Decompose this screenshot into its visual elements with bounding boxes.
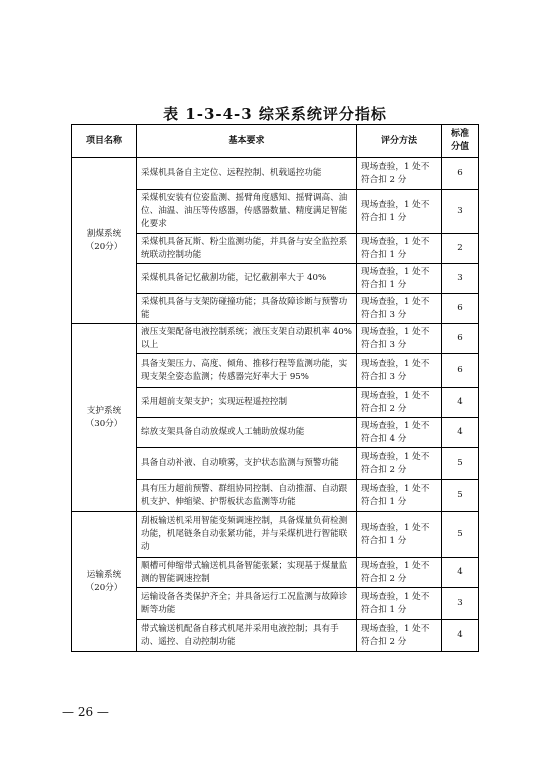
method-cell: 现场查验，1 处不符合扣 1 分 [357, 512, 442, 558]
table-row [72, 158, 479, 190]
method-cell: 现场查验，1 处不符合扣 1 分 [357, 480, 442, 512]
score-cell: 4 [442, 558, 479, 588]
score-cell: 4 [442, 418, 479, 448]
score-cell: 2 [442, 234, 479, 264]
requirement-cell: 采煤机具备瓦斯、粉尘监测功能，并具备与安全监控系统联动控制功能 [137, 234, 357, 264]
requirement-cell: 刮板输送机采用智能变频调速控制，具备煤量负荷检测功能，机尾链条自动张紧功能，并与采煤机进行智能联动 [137, 512, 357, 558]
score-cell: 3 [442, 264, 479, 294]
score-cell: 3 [442, 190, 479, 234]
requirement-cell: 带式输送机配备自移式机尾并采用电液控制；具有手动、遥控、自动控制功能 [137, 620, 357, 652]
score-cell: 3 [442, 588, 479, 620]
table-row [72, 512, 479, 558]
header-item: 项目名称 [72, 125, 137, 158]
score-cell: 4 [442, 388, 479, 418]
scoring-table [71, 124, 479, 652]
group-name: 割煤系统 （20分） [72, 158, 137, 324]
requirement-cell: 具有压力超前预警、群组协同控制、自动推溜、自动跟机支护、伸缩梁、护帮板状态监测等功能 [137, 480, 357, 512]
page-title: 表 1-3-4-3 综采系统评分指标 [163, 105, 387, 123]
header-method: 评分方法 [357, 125, 442, 158]
score-cell: 6 [442, 294, 479, 324]
requirement-cell: 采煤机具备与支架防碰撞功能；具备故障诊断与预警功能 [137, 294, 357, 324]
requirement-cell: 顺槽可伸缩带式输送机具备智能张紧；实现基于煤量监测的智能调速控制 [137, 558, 357, 588]
method-cell: 现场查验，1 处不符合扣 2 分 [357, 448, 442, 480]
group-name: 运输系统 （20分） [72, 512, 137, 652]
method-cell: 现场查验，1 处不符合扣 3 分 [357, 324, 442, 354]
header-requirement: 基本要求 [137, 125, 357, 158]
requirement-cell: 具备自动补液、自动喷雾，支护状态监测与预警功能 [137, 448, 357, 480]
score-cell: 5 [442, 480, 479, 512]
method-cell: 现场查验，1 处不符合扣 2 分 [357, 388, 442, 418]
method-cell: 现场查验，1 处不符合扣 3 分 [357, 354, 442, 388]
requirement-cell: 液压支架配备电液控制系统；液压支架自动跟机率 40%以上 [137, 324, 357, 354]
requirement-cell: 采用超前支架支护；实现远程遥控控制 [137, 388, 357, 418]
requirement-cell: 采煤机具备记忆截割功能，记忆截割率大于 40% [137, 264, 357, 294]
requirement-cell: 具备支架压力、高度、倾角、推移行程等监测功能，实现支架全姿态监测；传感器完好率大于 95% [137, 354, 357, 388]
method-cell: 现场查验，1 处不符合扣 1 分 [357, 190, 442, 234]
requirement-cell: 运输设备各类保护齐全；并具备运行工况监测与故障诊断等功能 [137, 588, 357, 620]
requirement-cell: 采煤机安装有位姿监测、摇臂角度感知、摇臂调高、油位、油温、油压等传感器，传感器数量、精度满足智能化要求 [137, 190, 357, 234]
score-cell: 6 [442, 158, 479, 190]
method-cell: 现场查验，1 处不符合扣 4 分 [357, 418, 442, 448]
page-number: — 26 — [62, 705, 109, 719]
table-row [72, 324, 479, 354]
method-cell: 现场查验，1 处不符合扣 1 分 [357, 588, 442, 620]
group-name: 支护系统 （30分） [72, 324, 137, 512]
method-cell: 现场查验，1 处不符合扣 3 分 [357, 294, 442, 324]
method-cell: 现场查验，1 处不符合扣 1 分 [357, 264, 442, 294]
method-cell: 现场查验，1 处不符合扣 2 分 [357, 620, 442, 652]
requirement-cell: 综放支架具备自动放煤或人工辅助放煤功能 [137, 418, 357, 448]
score-cell: 5 [442, 448, 479, 480]
score-cell: 5 [442, 512, 479, 558]
method-cell: 现场查验，1 处不符合扣 2 分 [357, 558, 442, 588]
requirement-cell: 采煤机具备自主定位、远程控制、机载遥控功能 [137, 158, 357, 190]
score-cell: 6 [442, 354, 479, 388]
score-cell: 4 [442, 620, 479, 652]
score-cell: 6 [442, 324, 479, 354]
method-cell: 现场查验，1 处不符合扣 1 分 [357, 234, 442, 264]
table-header-row [72, 125, 479, 158]
header-score: 标准 分值 [442, 125, 479, 158]
method-cell: 现场查验，1 处不符合扣 2 分 [357, 158, 442, 190]
